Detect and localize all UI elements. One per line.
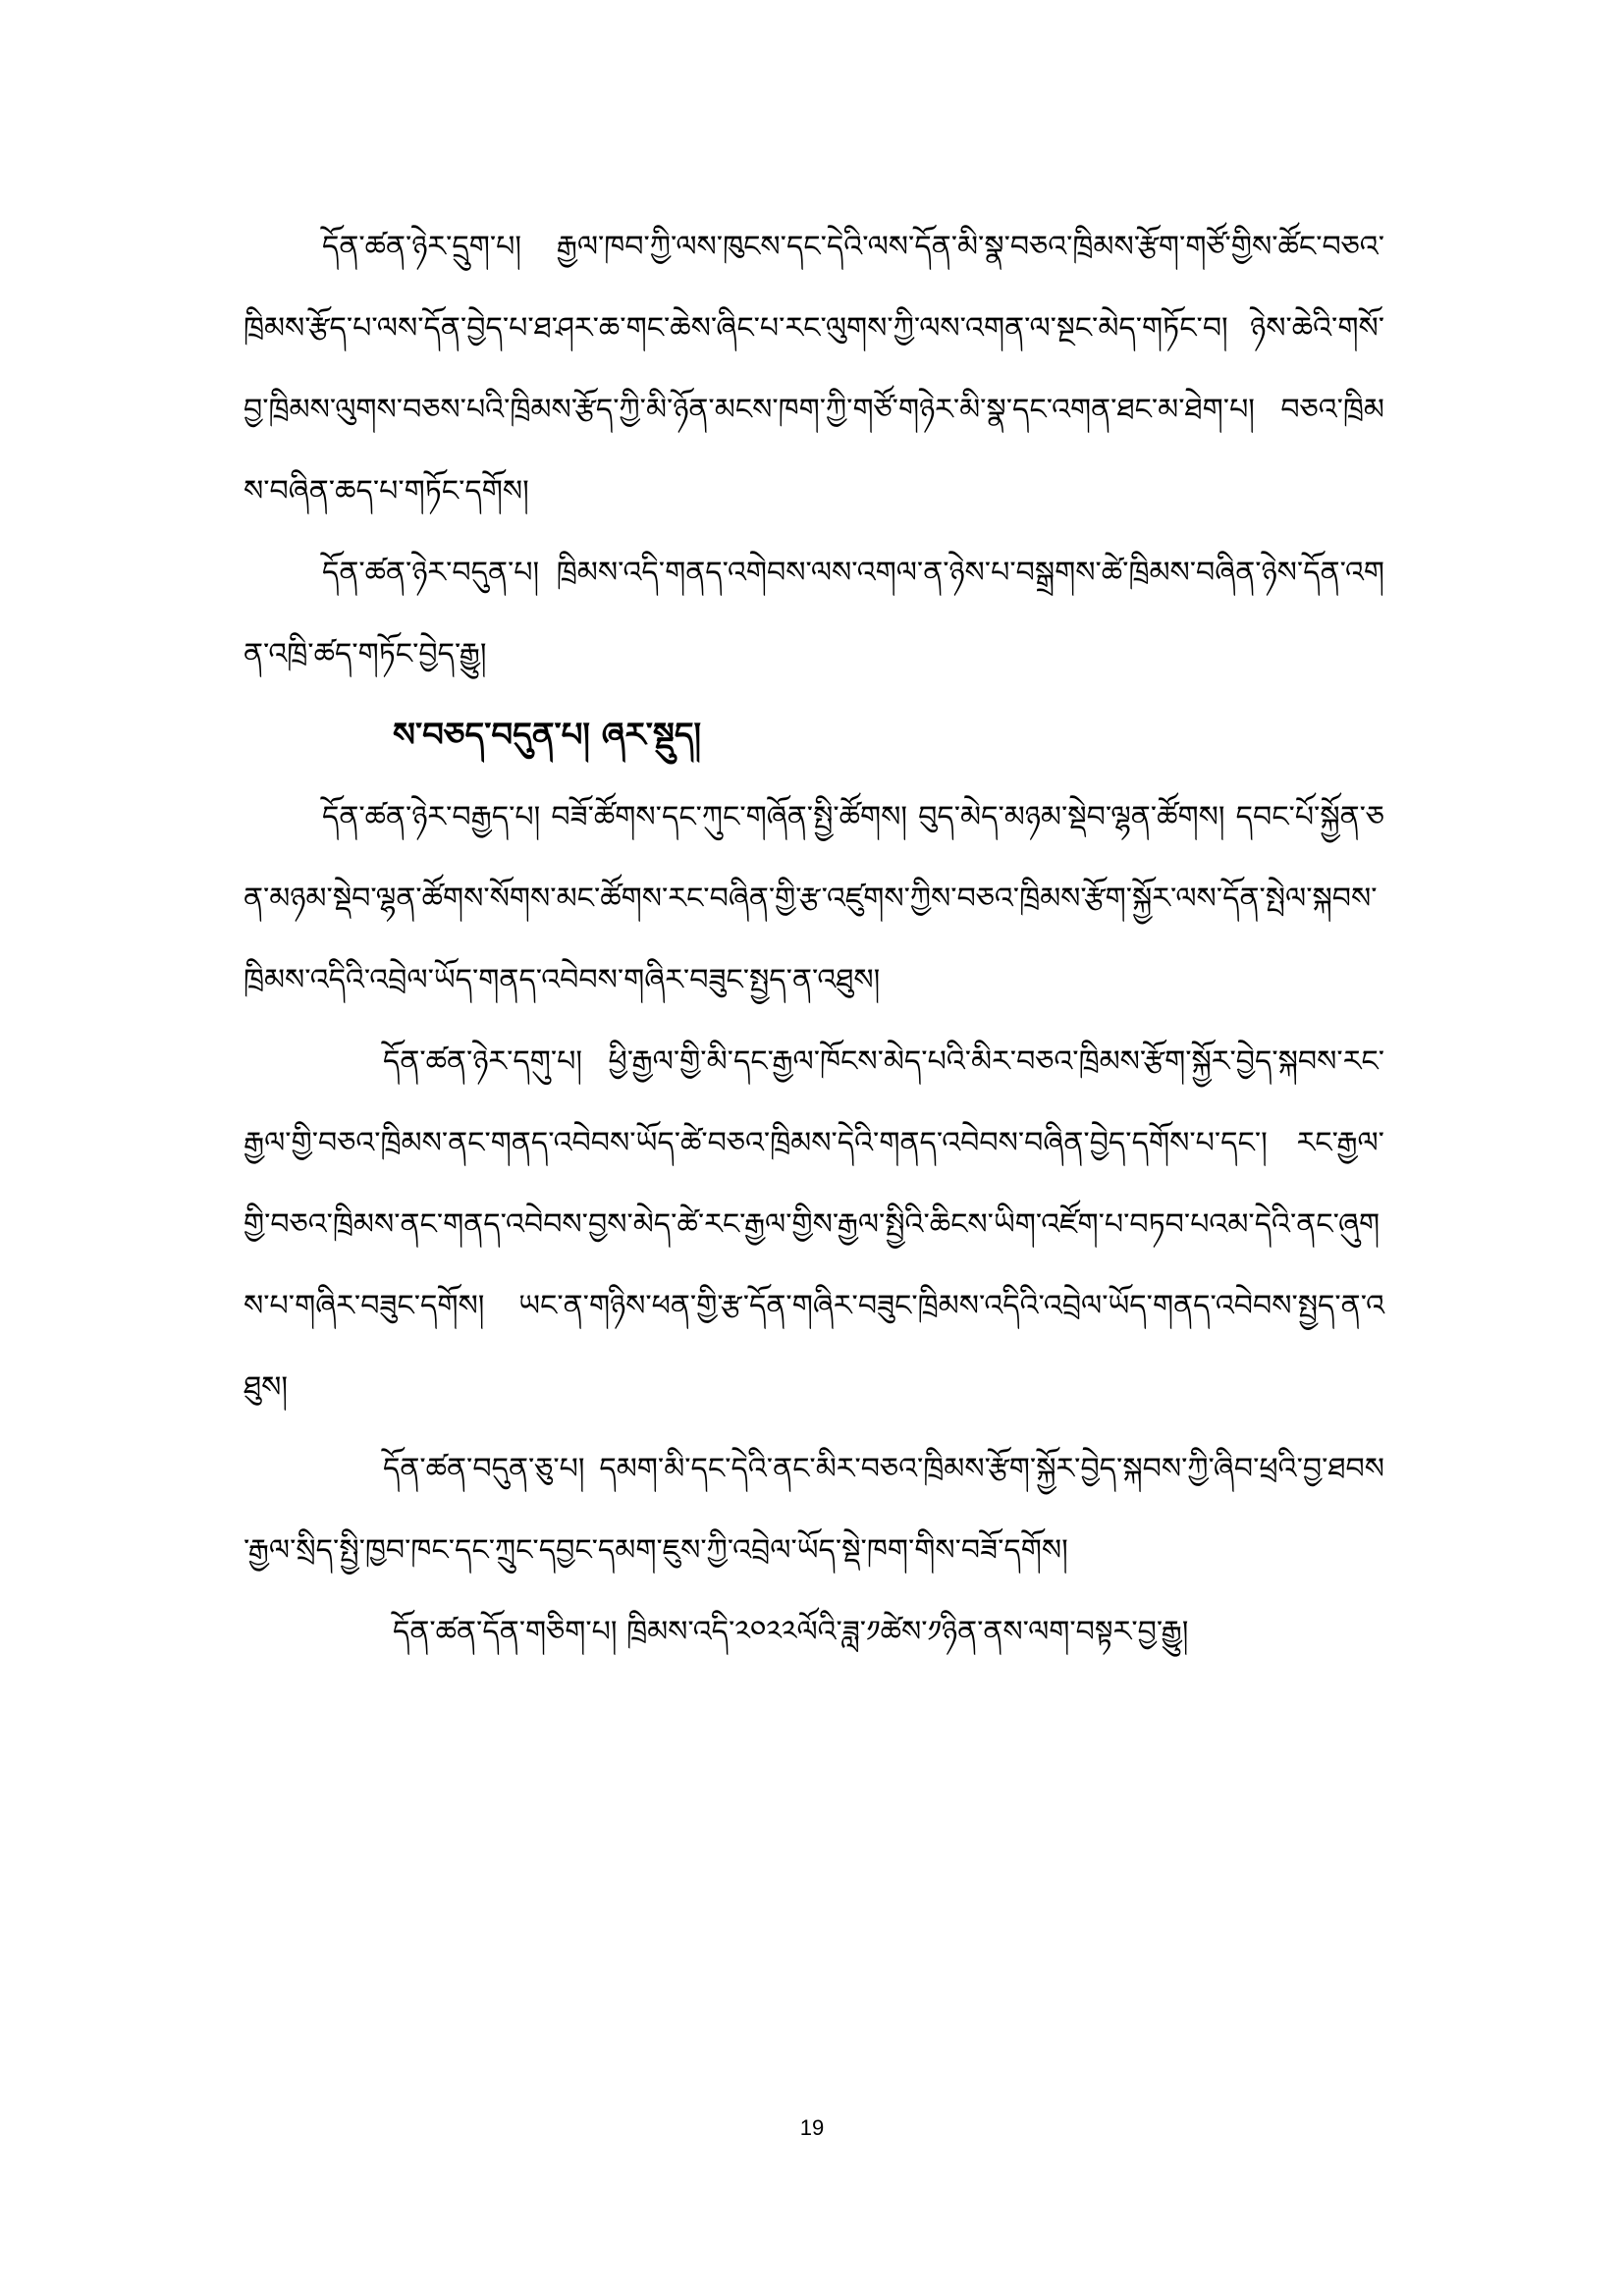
paragraph-article-30: དོན་ཚན་བདུན་ཅུ་པ། དམག་མི་དང་དེའི་ནང་མིར་བཅའ་ཁྲིམས་རྩོག་སྐྱོར་བྱེད་སྐབས་ཀྱི་ཞིབ་ཕྲའི་བྱ་ཐབས་རྒྱལ་སྲིད་སྤྱི་ཁྱབ་ཁང་དང་ཀྲུང་དབྱང་དམག་ཇུས་ཀྱི་འབྲེལ་ཡོད་སྡེ་ཁག་གིས་བཟོ་དགོས། [244,1452,1384,1568]
page-number: 19 [799,2115,825,2140]
section-heading: ས་བཅད་བདུན་པ། ཞར་སྡུད། [393,716,702,755]
paragraph-article-27: དོན་ཚན་ཉེར་བདུན་པ། ཁྲིམས་འདི་གནད་འགེབས་ལས་འགལ་ན་ཉེས་པ་བསྒྲགས་ཚེ་ཁྲིམས་བཞིན་ཉེས་དོན་འགན་འཁྲི་ཚད་གཏོང་བྱེད་རྒྱུ། [244,556,1384,671]
document-body [244,206,1384,1673]
paragraph-article-28: དོན་ཚན་ཉེར་བརྒྱད་པ། བཟོ་ཚོགས་དང་ཀུང་གཞོན་སྤྱི་ཚོགས། བུད་མེད་མཉམ་སྡེབ་ལྷན་ཚོགས། དབང་པོ་སྐྱོན་ཅན་མཉམ་སྡེབ་ལྷན་ཚོགས་སོགས་མང་ཚོགས་རང་བཞིན་གྱི་རྩ་འཛུགས་ཀྱིས་བཅའ་ཁྲིམས་རྩོག་སྐྱོར་ལས་དོན་སྤེལ་སྐབས་ཁྲིམས་འདིའི་འབྲེལ་ཡོད་གནད་འབེབས་གཞིར་བཟུང་སྤྱད་ན་འཐུས། [244,800,1384,997]
paragraph-article-31: དོན་ཚན་དོན་གཅིག་པ། ཁྲིམས་འདི་༢༠༢༢ལོའི་ཟླ་༡ཚེས་༡ཉིན་ནས་ལག་བསྟར་བྱ་རྒྱུ། [393,1615,1189,1649]
paragraph-article-26: དོན་ཚན་ཉེར་དྲུག་པ། རྒྱལ་ཁབ་ཀྱི་ལས་ཁུངས་དང་དེའི་ལས་དོན་མི་སྣ་བཅའ་ཁྲིམས་རྩོག་གཙོ་གྱིས་ཚོང་བཅའ་ཁྲིམས་རྩོད་པ་ལས་དོན་བྱེད་པ་ཐ་ཤར་ཆ་གང་ཆེས་ཞིང་པ་རང་ལུགས་ཀྱི་ལས་འགན་ལ་སྔང་མེད་གཏོང་བ། ཉེས་ཆེའི་གསོ་བྱ་ཁྲིམས་ལུགས་བཅས་པའི་ཁྲིམས་རྩོད་ཀྱི་མི་ཉོན་མངས་ཁག་ཀྱི་གཙོ་གཉེར་མི་སྣ་དང་འགན་ཐང་མ་ཐེག་པ། བཅའ་ཁྲིམས་བཞིན་ཆད་པ་གཏོང་དགོས། [244,230,1384,508]
paragraph-article-29: དོན་ཚན་ཉེར་དགུ་པ། ཕྱི་རྒྱལ་གྱི་མི་དང་རྒྱལ་ཁོངས་མེད་པའི་མིར་བཅའ་ཁྲིམས་རྩོག་སྐྱོར་བྱེད་སྐབས་རང་རྒྱལ་གྱི་བཅའ་ཁྲིམས་ནང་གནད་འབེབས་ཡོད་ཚེ་བཅའ་ཁྲིམས་དེའི་གནད་འབེབས་བཞིན་བྱེད་དགོས་པ་དང་། རང་རྒྱལ་གྱི་བཅའ་ཁྲིམས་ནང་གནད་འབེབས་བྱས་མེད་ཚེ་རང་རྒྱལ་གྱིས་རྒྱལ་སྤྱིའི་ཆིངས་ཡིག་འཛོག་པ་བཏབ་པའམ་དེའི་ནང་ཞུགས་པ་གཞིར་བཟུང་དགོས། ཡང་ན་གཉིས་ཕན་གྱི་རྩ་དོན་གཞིར་བཟུང་ཁྲིམས་འདིའི་འབྲེལ་ཡོད་གནད་འབེབས་སྤྱད་ན་འཐུས། [244,1044,1384,1405]
